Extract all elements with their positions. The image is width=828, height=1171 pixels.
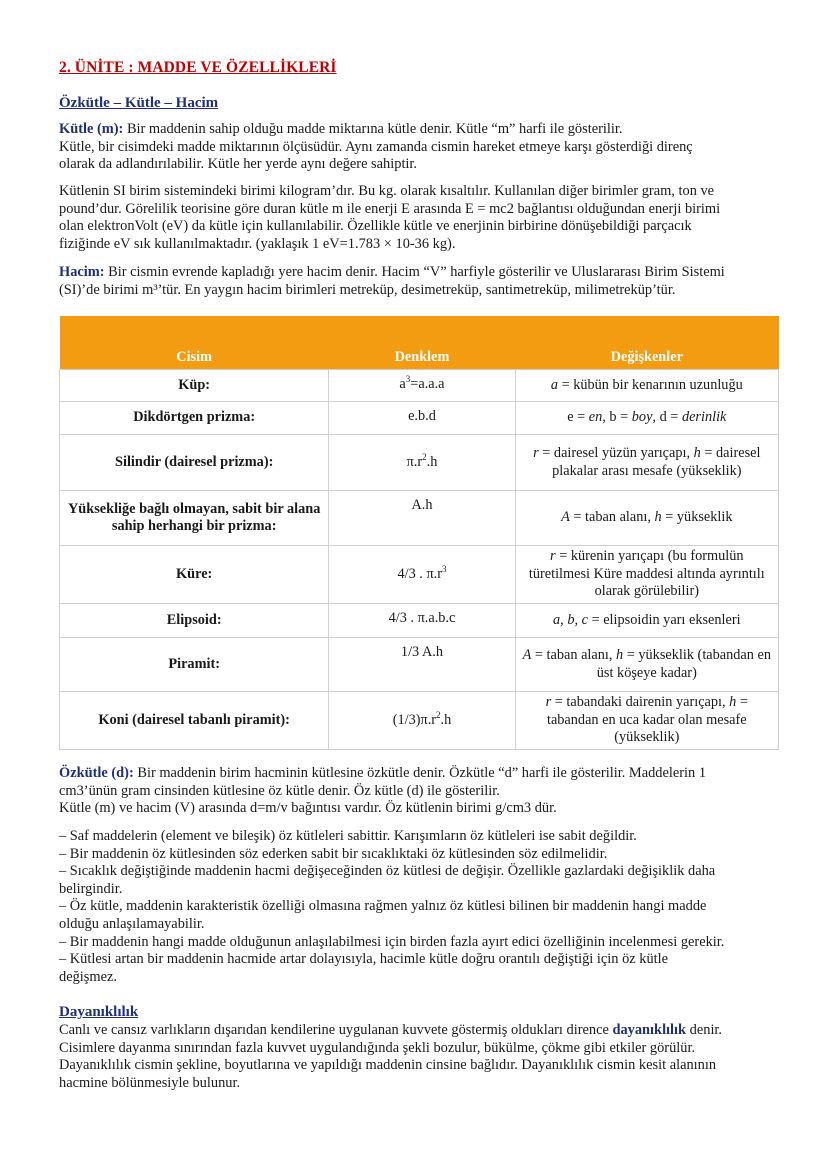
cell-variables: e = en, b = boy, d = derinlik	[515, 402, 778, 435]
cell-shape-name: Koni (dairesel tabanlı piramit):	[60, 692, 329, 750]
cell-equation: 1/3 A.h	[329, 638, 515, 692]
bullet-line: değişmez.	[59, 968, 117, 985]
cell-shape-name: Elipsoid:	[60, 604, 329, 638]
table-row	[60, 638, 779, 692]
cell-equation: 4/3 . π.a.b.c	[329, 604, 515, 638]
bullet-line: olduğu anlaşılamayabilir.	[59, 915, 205, 932]
hacim-line-1: Hacim: Bir cismin evrende kapladığı yere hacim denir. Hacim “V” harfiyle gösterilir ve Uluslararası Birim Sistemi	[59, 264, 725, 280]
dayaniklilik-line-4: hacmine bölünmesiyle bulunur.	[59, 1074, 241, 1091]
table-row	[60, 370, 779, 402]
cell-variables: r = tabandaki dairenin yarıçapı, h = tabandan en uca kadar olan mesafe (yükseklik)	[515, 692, 778, 750]
table-row	[60, 546, 779, 604]
cell-shape-name: Piramit:	[60, 638, 329, 692]
bullet-line: – Öz kütle, maddenin karakteristik özelliği olmasına rağmen yalnız öz kütlesi bilinen bir maddenin hangi madde	[59, 898, 707, 915]
cell-variables: a, b, c = elipsoidin yarı eksenleri	[515, 604, 778, 638]
bullet-line: – Saf maddelerin (element ve bileşik) öz kütleleri sabittir. Karışımların öz kütleleri ise sabit değildir.	[59, 828, 637, 844]
ozkutle-paragraph	[59, 765, 771, 818]
cell-equation: A.h	[329, 491, 515, 546]
dayaniklilik-line-3: Dayanıklılık cismin şekline, boyutlarına ve yapıldığı maddenin cinsine bağlıdır. Dayanıklılık cismin kesit alanının	[59, 1057, 717, 1074]
kutle-line-3: olarak da adlandırılabilir. Kütle her yerde aynı değere sahiptir.	[59, 156, 418, 173]
table-body	[60, 370, 779, 750]
unit-title: 2. ÜNİTE : MADDE VE ÖZELLİKLERİ	[59, 59, 337, 76]
header-denklem: Denklem	[329, 316, 515, 370]
kutle-term: Kütle (m):	[59, 121, 124, 137]
bullet-line: – Bir maddenin öz kütlesinden söz ederken sabit bir sıcaklıktaki öz kütlesinden söz edilmelidir.	[59, 845, 608, 862]
kutle-line-1: Kütle (m): Bir maddenin sahip olduğu madde miktarına kütle denir. Kütle “m” harfi ile gösterilir.	[59, 121, 623, 137]
bullet-line: – Sıcaklık değiştiğinde maddenin hacmi değişeceğinden öz kütlesi de değişir. Özellikle gazlardaki değişiklik daha	[59, 863, 716, 880]
dayaniklilik-term: dayanıklılık	[612, 1022, 687, 1038]
hacim-line-2: (SI)’de birimi m³’tür. En yaygın hacim birimleri metreküp, desimetreküp, santimetreküp, milimetreküp’tür.	[59, 281, 676, 298]
si-line-4: fiziğinde eV sık kullanılmaktadır. (yaklaşık 1 eV=1.783 × 10-36 kg).	[59, 235, 456, 252]
ozkutle-line-2: cm3’ünün gram cinsinden kütlesine öz kütle denir. Öz kütle (d) ile gösterilir.	[59, 782, 500, 799]
section-heading-ozkutle-kutle-hacim: Özkütle – Kütle – Hacim	[59, 95, 219, 111]
cell-variables: A = taban alanı, h = yükseklik	[515, 491, 778, 546]
cell-shape-name: Küp:	[60, 370, 329, 402]
hacim-paragraph	[59, 264, 771, 299]
cell-equation: 4/3 . $\pi.r^3$	[329, 546, 515, 604]
bullet-line: belirgindir.	[59, 880, 123, 897]
si-line-3: olan elektronVolt (eV) da kütle için kullanılabilir. Özellikle kütle ve enerjinin birbirine dönüşebildiği parçacık	[59, 218, 692, 235]
cell-shape-name: Yüksekliğe bağlı olmayan, sabit bir alana sahip herhangi bir prizma:	[60, 491, 329, 546]
cell-shape-name: Silindir (dairesel prizma):	[60, 435, 329, 491]
section-heading-dayaniklilik: Dayanıklılık	[59, 1004, 139, 1020]
cell-equation: $a^3=a.a.a$	[329, 370, 515, 402]
cell-variables: a = kübün bir kenarının uzunluğu	[515, 370, 778, 402]
table-row	[60, 491, 779, 546]
table-header-row	[60, 316, 779, 370]
cell-shape-name: Küre:	[60, 546, 329, 604]
cell-equation: $(1/3)\pi.r^2.h$	[329, 692, 515, 750]
bullet-line: – Bir maddenin hangi madde olduğunun anlaşılabilmesi için birden fazla ayırt edici özelliğinin incelenmesi gerekir.	[59, 933, 725, 950]
table-row	[60, 435, 779, 491]
volume-formulas-table	[59, 316, 779, 750]
table-row	[60, 402, 779, 435]
si-line-2: pound’dur. Görelilik teorisine göre duran kütle m ile enerji E arasında E = mc2 bağlantısı olduğundan enerji birimi	[59, 200, 721, 217]
ozkutle-bullet-list	[59, 828, 771, 986]
cell-shape-name: Dikdörtgen prizma:	[60, 402, 329, 435]
dayaniklilik-line-2: Cisimlere dayanma sınırından fazla kuvvet uygulandığında şekli bozulur, bükülme, çökme gibi etkiler görülür.	[59, 1039, 696, 1056]
hacim-term: Hacim:	[59, 264, 105, 280]
cell-equation: $\pi.r^2.h$	[329, 435, 515, 491]
dayaniklilik-line-1: Canlı ve cansız varlıkların dışarıdan kendilerine uygulanan kuvvete göstermiş oldukları dirence dayanıklılık denir.	[59, 1022, 723, 1038]
bullet-line: – Kütlesi artan bir maddenin hacmide artar dolayısıyla, hacimle kütle doğru orantılı değiştiği için öz kütle	[59, 951, 669, 968]
table-row	[60, 604, 779, 638]
header-cisim: Cisim	[60, 316, 329, 370]
ozkutle-term: Özkütle (d):	[59, 765, 134, 781]
kutle-paragraph	[59, 121, 771, 174]
cell-variables: A = taban alanı, h = yükseklik (tabandan en üst köşeye kadar)	[515, 638, 778, 692]
si-line-1: Kütlenin SI birim sistemindeki birimi kilogram’dır. Bu kg. olarak kısaltılır. Kullanılan diğer birimler gram, ton ve	[59, 183, 715, 199]
kutle-line-2: Kütle, bir cisimdeki madde miktarının ölçüsüdür. Aynı zamanda cismin hareket etmeye karşı gösterdiği direnç	[59, 138, 693, 155]
table-row	[60, 692, 779, 750]
cell-variables: r = kürenin yarıçapı (bu formulün türetilmesi Küre maddesi altında ayrıntılı olarak görülebilir)	[515, 546, 778, 604]
si-unit-paragraph	[59, 183, 771, 253]
cell-equation: e.b.d	[329, 402, 515, 435]
ozkutle-line-1: Özkütle (d): Bir maddenin birim hacminin kütlesine özkütle denir. Özkütle “d” harfi ile gösterilir. Maddelerin 1	[59, 765, 707, 781]
header-degiskenler: Değişkenler	[515, 316, 778, 370]
ozkutle-line-3: Kütle (m) ve hacim (V) arasında d=m/v bağıntısı vardır. Öz kütlenin birimi g/cm3 dür.	[59, 800, 557, 817]
cell-variables: r = dairesel yüzün yarıçapı, h = dairesel plakalar arası mesafe (yükseklik)	[515, 435, 778, 491]
dayaniklilik-paragraph	[59, 1022, 771, 1092]
